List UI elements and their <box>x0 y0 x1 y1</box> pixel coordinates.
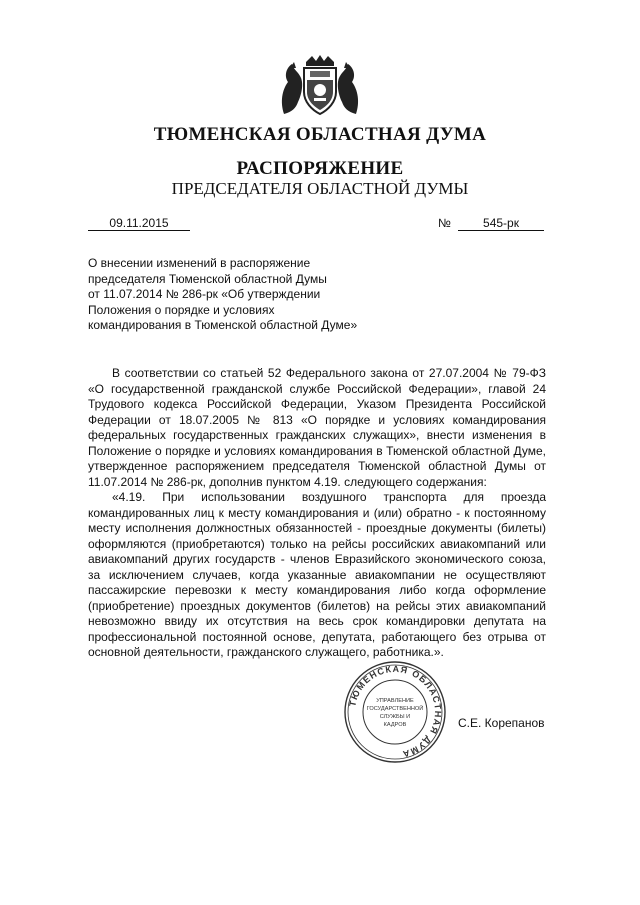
subject-line: Положения о порядке и условиях <box>88 302 275 317</box>
document-subject <box>88 256 388 334</box>
signatory-name: С.Е. Корепанов <box>458 716 545 730</box>
subject-line: О внесении изменений в распоряжение <box>88 256 311 270</box>
seal-center-line: СЛУЖБЫ И <box>379 714 411 720</box>
number-sign: № <box>438 216 451 230</box>
coat-of-arms-icon <box>276 54 364 116</box>
document-date: 09.11.2015 <box>88 216 190 231</box>
subject-line: от 11.07.2014 № 286-рк «Об утверждении <box>88 287 321 302</box>
body-paragraph: «4.19. При использовании воздушного транспорта для проезда командированных лиц к месту командирования и (или) обратно - к постоянному месту исполнения должностных обязанностей - проездные документы (билеты) оформляются (приобретаются) только на рейсы российских авиакомпаний или авиакомпаний других государств - членов Евразийского экономического союза, за исключением случаев, когда указанные авиакомпании не осуществляют пассажирские перевозки к месту командирования либо когда оформление (приобретение) проездных документов (билетов) на рейсы этих авиакомпаний невозможно ввиду их отсутствия на весь срок командировки депутата на профессиональной постоянной основе, депутата, работающего без отрыва от основной деятельности, гражданского служащего, работника.». <box>88 490 546 659</box>
seal-center-line: УПРАВЛЕНИЕ <box>376 698 414 704</box>
document-subtype: ПРЕДСЕДАТЕЛЯ ОБЛАСТНОЙ ДУМЫ <box>171 179 469 198</box>
subject-line: командирования в Тюменской областной Думе» <box>88 318 358 333</box>
subject-line: председателя Тюменской областной Думы <box>88 271 327 286</box>
document-type: РАСПОРЯЖЕНИЕ <box>236 158 404 179</box>
seal-center-line: ГОСУДАРСТВЕННОЙ <box>366 706 424 712</box>
document-body <box>88 366 546 661</box>
document-number: 545-рк <box>458 216 544 231</box>
official-seal-icon <box>343 660 447 764</box>
seal-ring-text: ТЮМЕНСКАЯ ОБЛАСТНАЯ ДУМА <box>347 663 444 760</box>
body-paragraph: В соответствии со статьей 52 Федерального закона от 27.07.2004 № 79-ФЗ «О государственной гражданской службе Российской Федерации», главой 24 Трудового кодекса Российской Федерации, Указом Президента Российской Федерации от 18.07.2005 № 813 «О порядке и условиях командирования федеральных государственных гражданских служащих», внести изменения в Положение о порядке и условиях командирования в Тюменской областной Думе, утвержденное распоряжением председателя Тюменской областной Думы от 11.07.2014 № 286-рк, дополнив пунктом 4.19. следующего содержания: <box>88 366 546 489</box>
organization-title: ТЮМЕНСКАЯ ОБЛАСТНАЯ ДУМА <box>153 124 487 145</box>
seal-center-line: КАДРОВ <box>383 722 407 728</box>
